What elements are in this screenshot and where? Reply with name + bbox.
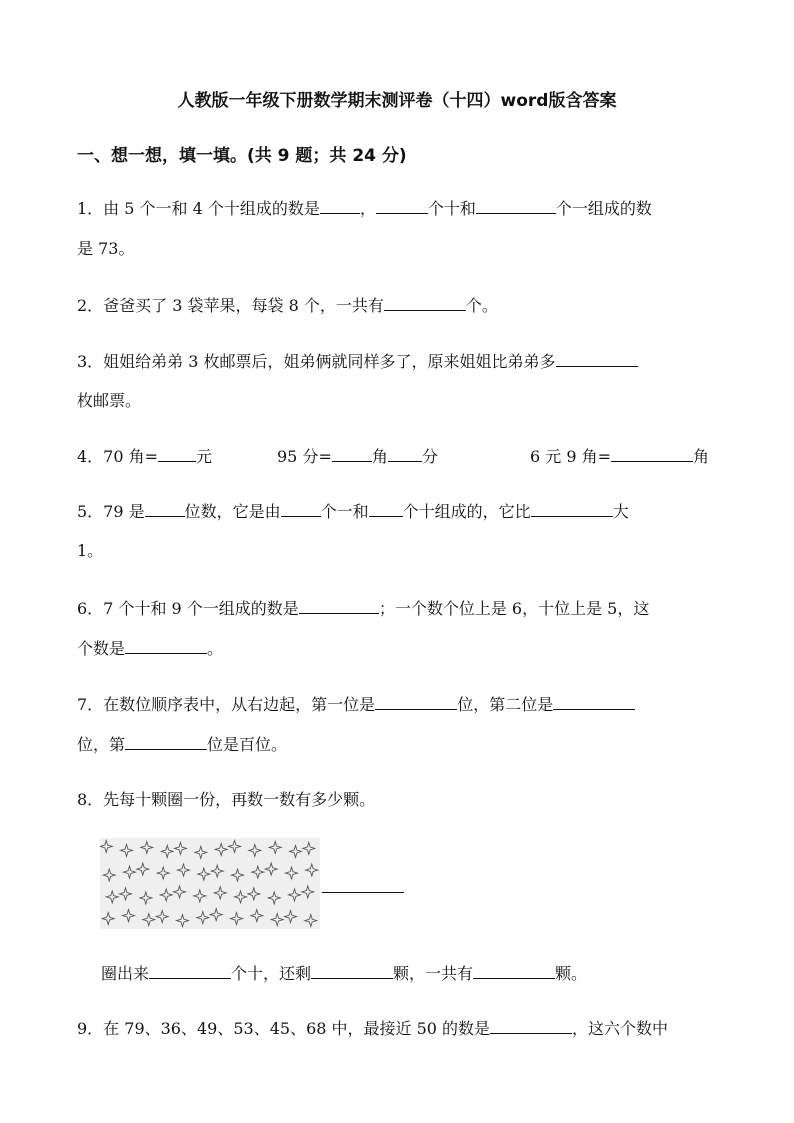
q1-text-b: ， (359, 199, 376, 218)
question-8 (77, 789, 375, 811)
q4-text-a: 4．70 角= (77, 447, 159, 466)
q5-blank-1[interactable] (145, 500, 185, 517)
q5-text-c: 个一和 (320, 502, 369, 521)
q1-blank-3[interactable] (476, 197, 556, 214)
question-4-part-2 (277, 445, 438, 468)
q7-blank-1[interactable] (375, 693, 457, 710)
q1-text-e: 是 73。 (77, 239, 135, 258)
q6-blank-1[interactable] (299, 597, 379, 614)
q7-text-c: 位，第 (77, 735, 126, 754)
q4-text-e: 分 (421, 447, 438, 466)
question-5-line-2 (77, 540, 103, 562)
q1-text-a: 1．由 5 个一和 4 个十组成的数是 (77, 199, 320, 218)
q4-text-c: 95 分= (277, 447, 332, 466)
q8-blank-2[interactable] (311, 962, 393, 979)
q5-blank-2[interactable] (281, 500, 321, 517)
q4-blank-4[interactable] (611, 445, 693, 462)
question-1-line-1 (77, 197, 652, 220)
q5-blank-3[interactable] (369, 500, 403, 517)
q6-text-d: 。 (207, 639, 224, 658)
q4-blank-2[interactable] (332, 445, 372, 462)
q6-blank-2[interactable] (125, 637, 207, 654)
question-8-answer-line (101, 962, 587, 985)
q4-text-g: 角 (693, 447, 710, 466)
q5-text-e: 大 (612, 502, 629, 521)
question-6-line-2 (77, 637, 223, 660)
q1-text-d: 个一组成的数 (555, 199, 652, 218)
q7-blank-2[interactable] (553, 693, 635, 710)
q8-blank-1[interactable] (149, 962, 231, 979)
question-7-line-1 (77, 693, 635, 716)
q6-text-c: 个数是 (77, 639, 126, 658)
q2-text-b: 个。 (465, 296, 498, 315)
q4-blank-1[interactable] (158, 445, 196, 462)
q8-total-blank[interactable] (322, 892, 404, 893)
q4-text-b: 元 (196, 447, 213, 466)
q5-text-b: 位数，它是由 (184, 502, 281, 521)
q5-text-f: 1。 (77, 541, 104, 560)
q5-text-d: 个十组成的，它比 (402, 502, 531, 521)
question-3-line-2 (77, 390, 141, 412)
q6-text-b: ；一个数个位上是 6，十位上是 5，这 (378, 599, 650, 618)
q1-text-c: 个十和 (427, 199, 476, 218)
q7-text-d: 位是百位。 (207, 735, 288, 754)
page-title: 人教版一年级下册数学期末测评卷（十四）word版含答案 (177, 91, 617, 111)
q7-blank-3[interactable] (125, 733, 207, 750)
q2-blank[interactable] (384, 294, 466, 311)
star-figure (100, 838, 320, 929)
section-heading: 一、想一想，填一填。(共 9 题；共 24 分) (77, 146, 407, 166)
q3-text-b: 枚邮票。 (77, 391, 142, 410)
question-5-line-1 (77, 500, 629, 523)
q5-text-a: 5．79 是 (77, 502, 145, 521)
q3-blank[interactable] (556, 350, 638, 367)
q4-text-f: 6 元 9 角= (530, 447, 612, 466)
q2-text-a: 2．爸爸买了 3 袋苹果，每袋 8 个，一共有 (77, 296, 384, 315)
question-7-line-2 (77, 733, 287, 756)
q6-text-a: 6．7 个十和 9 个一组成的数是 (77, 599, 299, 618)
question-4-part-3 (530, 445, 709, 468)
question-9 (77, 1017, 668, 1040)
q8-text-b: 圈出来 (101, 964, 150, 983)
question-1-line-2 (77, 238, 134, 260)
q8-text-a: 8．先每十颗圈一份，再数一数有多少颗。 (77, 790, 376, 809)
q3-text-a: 3．姐姐给弟弟 3 枚邮票后，姐弟俩就同样多了，原来姐姐比弟弟多 (77, 352, 556, 371)
question-4 (77, 445, 212, 468)
q8-text-d: 颗，一共有 (393, 964, 474, 983)
question-2 (77, 294, 498, 317)
q9-text-a: 9．在 79、36、49、53、45、68 中，最接近 50 的数是 (77, 1019, 491, 1038)
question-3-line-1 (77, 350, 638, 373)
q8-blank-3[interactable] (473, 962, 555, 979)
q8-text-e: 颗。 (555, 964, 588, 983)
q4-text-d: 角 (371, 447, 388, 466)
q7-text-a: 7．在数位顺序表中，从右边起，第一位是 (77, 695, 376, 714)
q8-text-c: 个十，还剩 (231, 964, 312, 983)
q1-blank-1[interactable] (320, 197, 360, 214)
q9-text-b: ，这六个数中 (572, 1019, 669, 1038)
question-6-line-1 (77, 597, 649, 620)
q9-blank[interactable] (490, 1017, 572, 1034)
q7-text-b: 位，第二位是 (457, 695, 554, 714)
q4-blank-3[interactable] (388, 445, 422, 462)
q5-blank-4[interactable] (531, 500, 613, 517)
q1-blank-2[interactable] (376, 197, 428, 214)
